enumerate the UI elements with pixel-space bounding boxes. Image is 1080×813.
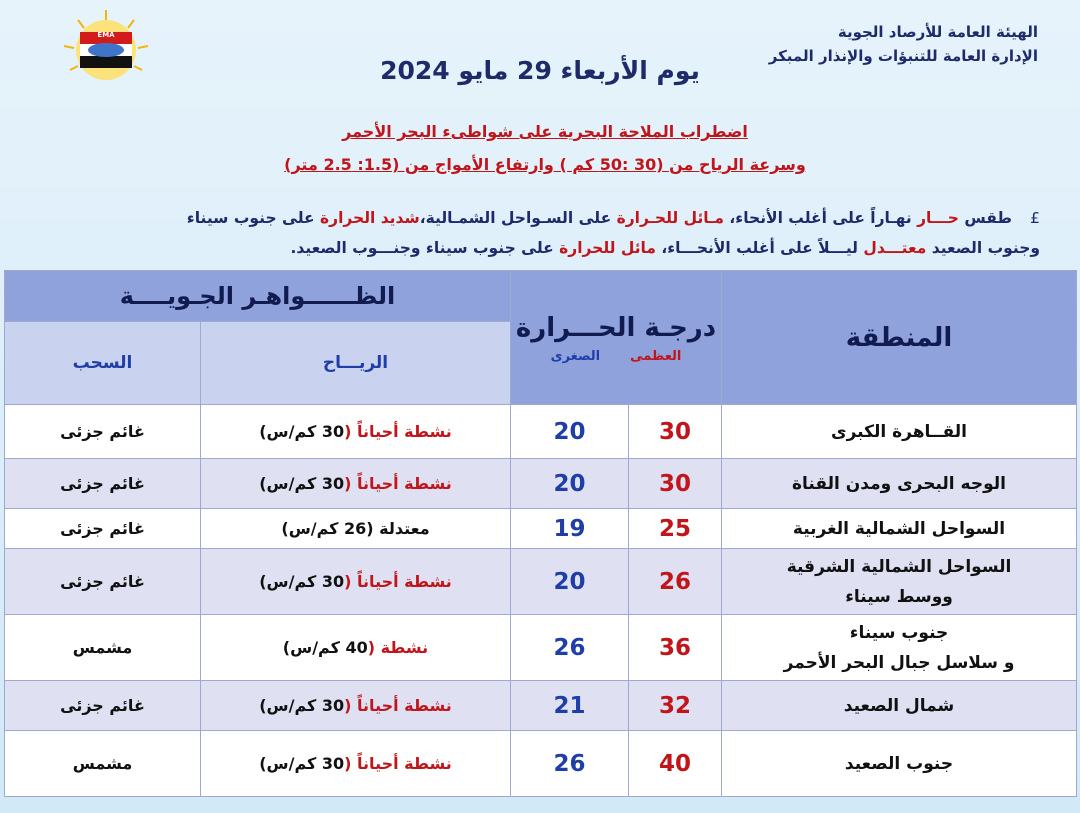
region-cell [722,731,1077,797]
wind-cell [201,549,511,615]
wind-unit: كم/س) [259,474,322,493]
summary-highlight: حـــار [917,209,959,227]
clouds-cell: غائم جزئى [5,509,201,549]
wind-unit: كم/س) [281,519,345,538]
min-temp: 26 [511,615,629,681]
summary-text: على جنوب سيناء [186,209,320,227]
table-row [5,509,1077,549]
header-region: المنطقة [722,271,1077,405]
region-cell [722,405,1077,459]
max-temp: 40 [629,731,722,797]
org-department: الإدارة العامة للتنبؤات والإنذار المبكر [768,47,1038,65]
summary-highlight: شديد الحرارة [320,209,420,227]
summary-text: على جنوب سيناء وجنـــوب الصعيد. [290,239,560,257]
wind-speed: معتدلة (26 [344,519,430,538]
table-row [5,459,1077,509]
wind-cell [201,509,511,549]
region-cell [722,459,1077,509]
region-name-line2: ووسط سيناء [845,586,953,607]
wind-activity: نشطة أحياناً ( [344,474,452,493]
wind-activity: نشطة أحياناً ( [344,696,452,715]
header-temperature [511,271,722,405]
region-name: السواحل الشمالية الغربية [792,518,1006,539]
weather-summary [80,203,1040,263]
header-phenomena: الظــــــواهـر الجـويــــة [5,271,511,322]
summary-highlight: مائل للحرارة [559,239,656,257]
header-wind: الريـــاح [201,322,511,405]
header-temperature-label: درجـة الحـــرارة [515,312,717,343]
logo-text: EMA [97,31,115,39]
wind-unit: كم/س) [259,754,322,773]
region-name-line2: و سلاسل جبال البحر الأحمر [783,652,1015,673]
wind-activity: نشطة أحياناً ( [344,422,452,441]
region-name: جنوب سيناء [849,622,949,643]
max-temp: 25 [629,509,722,549]
marine-alert-detail: وسرعة الرياح من (30 :50 كم ) وارتفاع الأمواج من (1.5: 2.5 متر) [284,155,806,174]
summary-text: نهـاراً على أغلب الأنحاء، [724,209,918,227]
min-temp: 26 [511,731,629,797]
wind-unit: كم/س) [259,572,322,591]
min-temp: 21 [511,681,629,731]
wind-speed: 30 [321,422,345,441]
wind-cell [201,405,511,459]
wind-unit: كم/س) [259,422,322,441]
max-temp: 32 [629,681,722,731]
summary-text: على السـواحل الشمـالية، [419,209,617,227]
summary-text: طقس [958,209,1012,227]
wind-cell [201,681,511,731]
region-name: القــاهرة الكبرى [831,421,967,442]
header-clouds: السحب [5,322,201,405]
table-row [5,731,1077,797]
region-cell [722,615,1077,681]
forecast-table [4,270,1077,797]
max-temp: 36 [629,615,722,681]
region-name: شمال الصعيد [843,695,955,716]
clouds-cell: غائم جزئى [5,405,201,459]
region-name: السواحل الشمالية الشرقية [786,556,1012,577]
clouds-cell: غائم جزئى [5,459,201,509]
wind-cell [201,615,511,681]
summary-highlight: مـائل للحـرارة [616,209,725,227]
min-temp: 20 [511,459,629,509]
table-row [5,681,1077,731]
summary-text: وجنوب الصعيد [926,239,1040,257]
table-row [5,405,1077,459]
max-temp: 30 [629,405,722,459]
wind-activity: نشطة ( [367,638,429,657]
wind-cell [201,731,511,797]
min-temp: 20 [511,549,629,615]
table-row [5,615,1077,681]
clouds-cell: مشمس [5,731,201,797]
clouds-cell: غائم جزئى [5,681,201,731]
summary-highlight: معتـــدل [863,239,927,257]
min-temp: 19 [511,509,629,549]
region-cell [722,509,1077,549]
wind-cell [201,459,511,509]
wind-activity: نشطة أحياناً ( [344,754,452,773]
min-temp: 20 [511,405,629,459]
region-cell [722,549,1077,615]
forecast-date: يوم الأربعاء 29 مايو 2024 [380,56,700,85]
bullet-icon: £ [1030,209,1040,227]
wind-speed: 40 [345,638,368,657]
org-name: الهيئة العامة للأرصاد الجوية [837,23,1038,41]
max-temp: 30 [629,459,722,509]
wind-speed: 30 [321,696,345,715]
wind-unit: كم/س) [282,638,346,657]
wind-unit: كم/س) [259,696,322,715]
clouds-cell: غائم جزئى [5,549,201,615]
header-min: الصغرى [550,348,601,364]
max-temp: 26 [629,549,722,615]
region-name: جنوب الصعيد [844,753,954,774]
summary-text: ليـــلاً على أغلب الأنحـــاء، [655,239,864,257]
wind-speed: 30 [321,572,345,591]
clouds-cell: مشمس [5,615,201,681]
wind-speed: 30 [321,754,345,773]
wind-speed: 30 [321,474,345,493]
region-cell [722,681,1077,731]
region-name: الوجه البحرى ومدن القناة [792,473,1006,494]
header-max: العظمى [630,348,682,364]
marine-alert-title: اضطراب الملاحة البحرية على شواطىء البحر الأحمر [342,122,748,141]
wind-activity: نشطة أحياناً ( [344,572,452,591]
table-row [5,549,1077,615]
